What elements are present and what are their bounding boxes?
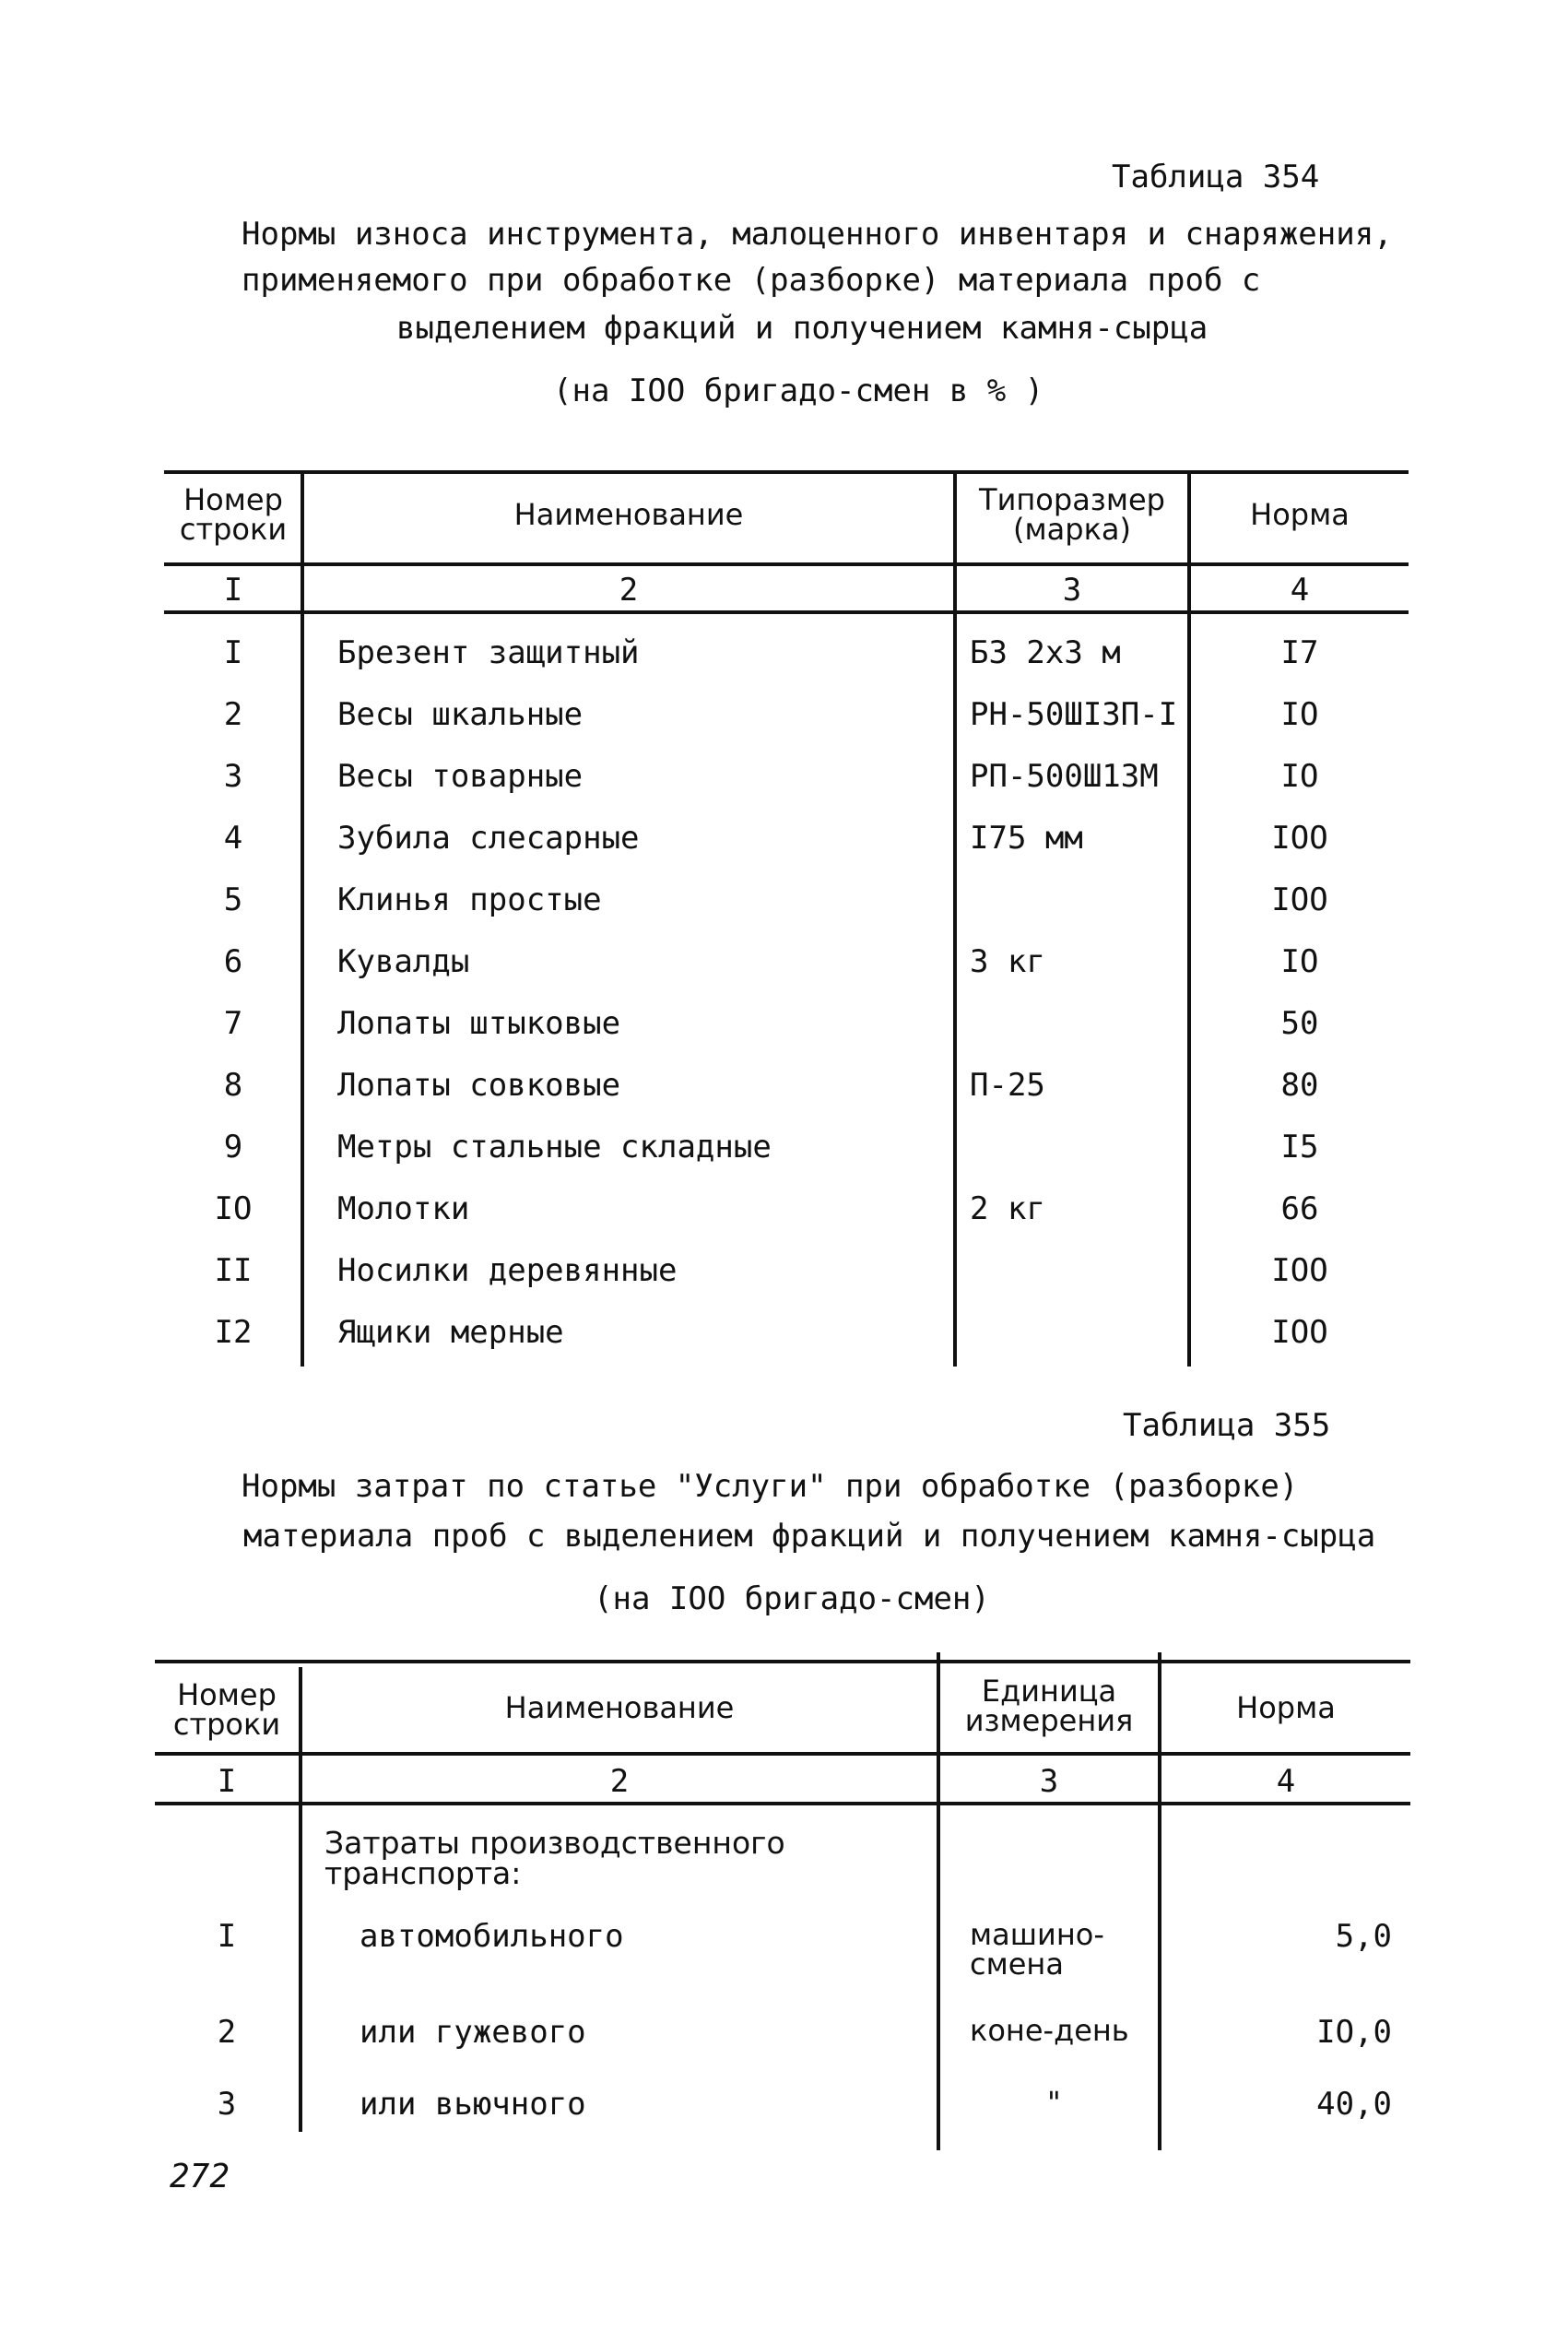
table-355-col-divider-1	[299, 1667, 302, 2132]
header-row-number-line-2: строки	[179, 512, 288, 547]
header-row-number-line-1: Номер	[183, 482, 283, 517]
table-355-row-unit-line-2: смена	[970, 1946, 1064, 1982]
group-title-line-1: Затраты производственного	[324, 1825, 785, 1861]
header-row-number-line-2: строки	[172, 1707, 281, 1742]
table-354-row-number: 4	[223, 820, 243, 857]
table-354-row-norm: I5	[1280, 1129, 1319, 1166]
table-355-row-number: I	[217, 1918, 237, 1955]
table-354-row-size: 3 кг	[970, 943, 1045, 980]
table-354-header-name: Наименование	[513, 497, 744, 532]
header-row-number-line-1: Номер	[177, 1677, 277, 1712]
table-354-colnum-4: 4	[1290, 572, 1310, 609]
table-354-header-rule	[164, 562, 1409, 566]
table-355-header-row-number	[155, 1677, 299, 1742]
table-355-group-title	[324, 1825, 785, 1891]
table-354-row-number: II	[214, 1252, 253, 1289]
table-354-row-norm: IOO	[1271, 1252, 1328, 1289]
table-354-row-number: 9	[223, 1129, 243, 1166]
table-354-row-norm: I7	[1280, 634, 1319, 671]
table-355-header-name: Наименование	[504, 1690, 735, 1725]
table-354-row-name: Кувалды	[337, 943, 470, 980]
page-number: 272	[170, 2158, 230, 2195]
table-354-row-name: Молотки	[337, 1190, 470, 1227]
table-354-row-norm: IO	[1280, 696, 1319, 733]
table-354-unit-note: (на IOO бригадо-смен в % )	[553, 373, 1044, 409]
table-354-row-size: РП-500Ш13М	[970, 758, 1159, 795]
table-354-row-norm: IOO	[1271, 820, 1328, 857]
table-354-row-name: Лопаты штыковые	[337, 1005, 621, 1042]
table-354-row-number: IO	[214, 1190, 253, 1227]
table-354-header-size	[957, 482, 1187, 547]
table-355-header-norm: Норма	[1236, 1690, 1336, 1725]
table-355-row-name: или гужевого	[360, 2014, 586, 2051]
table-354-title-line-3: выделением фракций и получением камня-сырца	[396, 310, 1208, 347]
table-354-top-rule	[164, 470, 1409, 474]
table-355-colnum-1: I	[217, 1763, 237, 1800]
table-354-row-name: Носилки деревянные	[337, 1252, 678, 1289]
table-354-row-number: I2	[214, 1314, 253, 1351]
table-355-title-line-2: материала проб с выделением фракций и получением камня-сырца	[243, 1518, 1376, 1555]
table-355-colnum-4: 4	[1276, 1763, 1296, 1800]
table-355-top-rule	[155, 1660, 1410, 1663]
table-355-row-norm: IO,0	[1316, 2014, 1392, 2051]
table-354-row-number: I	[223, 634, 243, 671]
table-355-label: Таблица 355	[1123, 1407, 1331, 1444]
table-354-row-norm: IO	[1280, 758, 1319, 795]
table-355-row-name: или вьючного	[360, 2086, 586, 2123]
table-354-row-number: 8	[223, 1067, 243, 1104]
table-355-header-unit	[940, 1674, 1158, 1738]
table-354-row-size: П-25	[970, 1067, 1045, 1104]
table-354-row-norm: 66	[1280, 1190, 1319, 1227]
table-354-colnum-rule	[164, 610, 1409, 614]
table-354-row-number: 7	[223, 1005, 243, 1042]
table-354-colnum-1: I	[223, 572, 243, 609]
table-355-header-rule	[155, 1752, 1410, 1756]
table-355-title-line-1: Нормы затрат по статье "Услуги" при обработке (разборке)	[242, 1468, 1299, 1505]
table-355-row-unit-line-1: машино-	[970, 1917, 1104, 1952]
table-354-title-line-1: Нормы износа инструмента, малоценного инвентаря и снаряжения,	[242, 216, 1393, 253]
table-354-row-norm: IO	[1280, 943, 1319, 980]
header-unit-line-1: Единица	[981, 1674, 1117, 1709]
table-354-row-name: Лопаты совковые	[337, 1067, 621, 1104]
table-354-label: Таблица 354	[1112, 159, 1320, 195]
group-title-line-2: транспорта:	[324, 1855, 522, 1891]
header-size-line-1: Типоразмер	[979, 482, 1165, 517]
table-354-header-row-number	[166, 482, 301, 547]
table-354-row-size: БЗ 2х3 м	[970, 634, 1121, 671]
table-354-row-name: Весы товарные	[337, 758, 584, 795]
table-354-header-norm: Норма	[1250, 497, 1350, 532]
table-355-row-name: автомобильного	[360, 1918, 624, 1955]
table-354-row-name: Ящики мерные	[337, 1314, 564, 1351]
table-354-row-norm: IOO	[1271, 1314, 1328, 1351]
table-354-colnum-2: 2	[619, 572, 639, 609]
table-354-row-name: Весы шкальные	[337, 696, 584, 733]
table-355-row-number: 2	[217, 2014, 237, 2051]
table-354-row-number: 5	[223, 882, 243, 918]
header-size-line-2: (марка)	[1013, 512, 1131, 547]
table-355-row-unit-line-1: коне-день	[970, 2013, 1129, 2048]
table-354-row-name: Клинья простые	[337, 882, 602, 918]
table-354-row-norm: IOO	[1271, 882, 1328, 918]
table-355-row-norm: 5,0	[1335, 1918, 1392, 1955]
table-354-row-name: Зубила слесарные	[337, 820, 640, 857]
table-354-row-name: Метры стальные складные	[337, 1129, 772, 1166]
table-355-row-norm: 40,0	[1316, 2086, 1392, 2123]
table-355-colnum-3: 3	[1039, 1763, 1059, 1800]
table-355-row-number: 3	[217, 2086, 237, 2123]
table-354-row-number: 6	[223, 943, 243, 980]
table-354-row-size: РН-50ШI3П-I	[970, 696, 1178, 733]
table-354-title-line-2: применяемого при обработке (разборке) материала проб с	[242, 262, 1261, 299]
table-354-row-norm: 80	[1280, 1067, 1319, 1104]
header-unit-line-2: измерения	[964, 1703, 1134, 1738]
table-354-row-number: 2	[223, 696, 243, 733]
table-355-colnum-2: 2	[609, 1763, 630, 1800]
table-354-row-name: Брезент защитный	[337, 634, 640, 671]
table-354-row-number: 3	[223, 758, 243, 795]
table-355-colnum-rule	[155, 1802, 1410, 1805]
table-354-colnum-3: 3	[1062, 572, 1082, 609]
table-355-unit-note: (на IOO бригадо-смен)	[594, 1580, 990, 1617]
table-354-row-size: 2 кг	[970, 1190, 1045, 1227]
table-354-row-norm: 50	[1280, 1005, 1319, 1042]
table-355-row-unit-line-1: "	[1047, 2085, 1061, 2120]
table-355-col-divider-3	[1158, 1652, 1161, 2150]
table-354-row-size: I75 мм	[970, 820, 1083, 857]
